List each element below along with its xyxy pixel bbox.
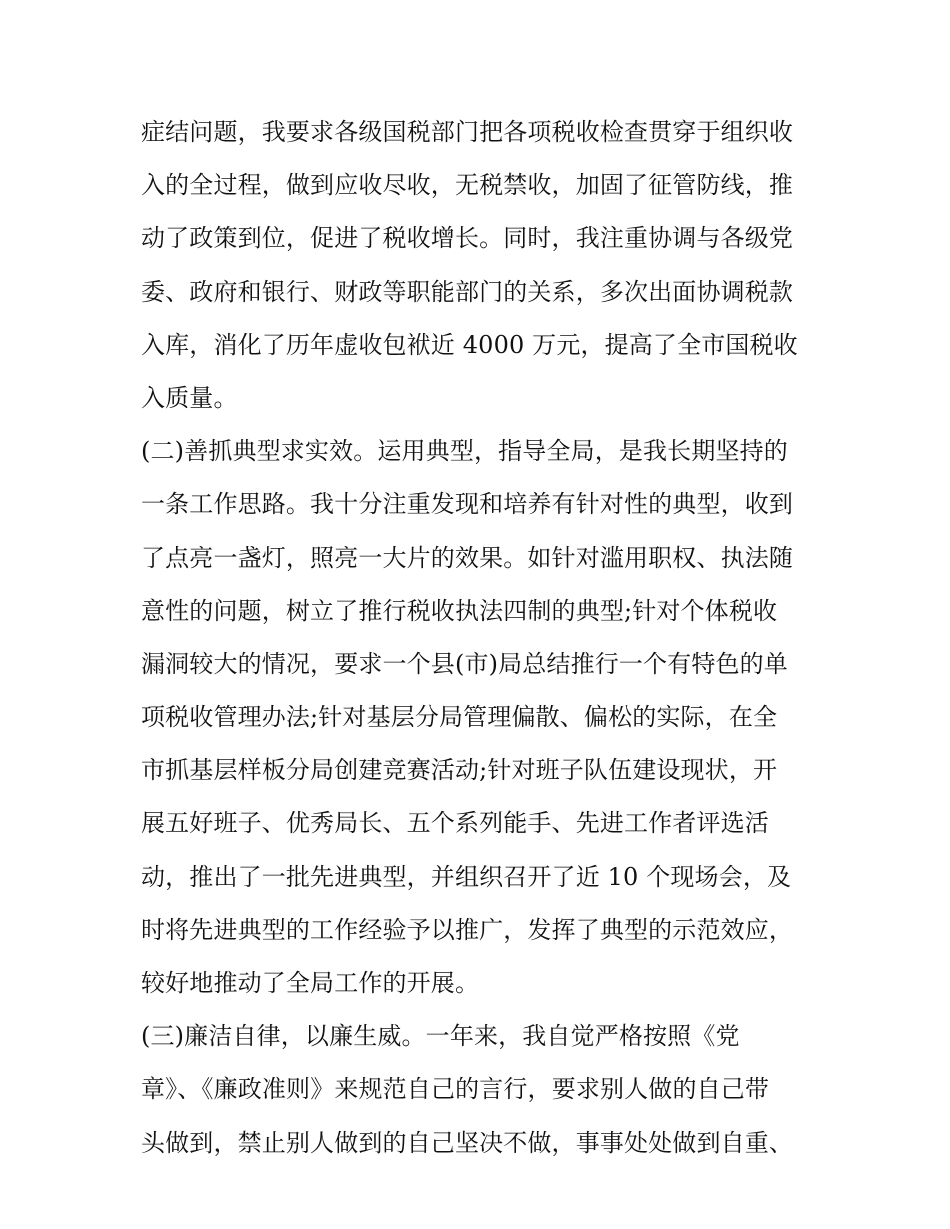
text-line: 市抓基层样板分局创建竞赛活动;针对班子队伍建设现状，开 xyxy=(141,756,778,785)
text-line: 委、政府和银行、财政等职能部门的关系，多次出面协调税款 xyxy=(141,277,794,306)
text-line: 入的全过程，做到应收尽收，无税禁收，加固了征管防线，推 xyxy=(141,171,794,200)
text-line: 入库，消化了历年虚收包袱近 4000 万元，提高了全市国税收 xyxy=(141,330,798,359)
text-line: 漏洞较大的情况，要求一个县(市)局总结推行一个有特色的单 xyxy=(141,649,788,678)
text-line: 展五好班子、优秀局长、五个系列能手、先进工作者评选活 xyxy=(141,809,769,838)
text-line: 较好地推动了全局工作的开展。 xyxy=(141,969,480,997)
text-line: 一条工作思路。我十分注重发现和培养有针对性的典型，收到 xyxy=(141,490,794,519)
text-line: 动，推出了一批先进典型，并组织召开了近 10 个现场会，及 xyxy=(141,862,792,891)
section-heading-line: (三)廉洁自律，以廉生威。一年来，我自觉严格按照《党 xyxy=(141,1022,740,1051)
text-line: 动了政策到位，促进了税收增长。同时，我注重协调与各级党 xyxy=(141,224,794,253)
text-line: 了点亮一盏灯，照亮一大片的效果。如针对滥用职权、执法随 xyxy=(141,543,794,572)
text-line: 头做到，禁止别人做到的自己坚决不做，事事处处做到自重、 xyxy=(141,1128,794,1157)
text-line: 意性的问题，树立了推行税收执法四制的典型;针对个体税收 xyxy=(141,596,778,625)
text-line: 章》、《廉政准则》来规范自己的言行，要求别人做的自己带 xyxy=(141,1075,770,1104)
text-line: 项税收管理办法;针对基层分局管理偏散、偏松的实际，在全 xyxy=(141,703,778,732)
body-text xyxy=(141,106,821,1170)
text-line: 症结问题，我要求各级国税部门把各项税收检查贯穿于组织收 xyxy=(141,118,794,146)
text-line: 时将先进典型的工作经验予以推广，发挥了典型的示范效应， xyxy=(141,915,794,944)
section-heading-line: (二)善抓典型求实效。运用典型，指导全局，是我长期坚持的 xyxy=(141,437,788,466)
text-line: 入质量。 xyxy=(141,383,238,412)
